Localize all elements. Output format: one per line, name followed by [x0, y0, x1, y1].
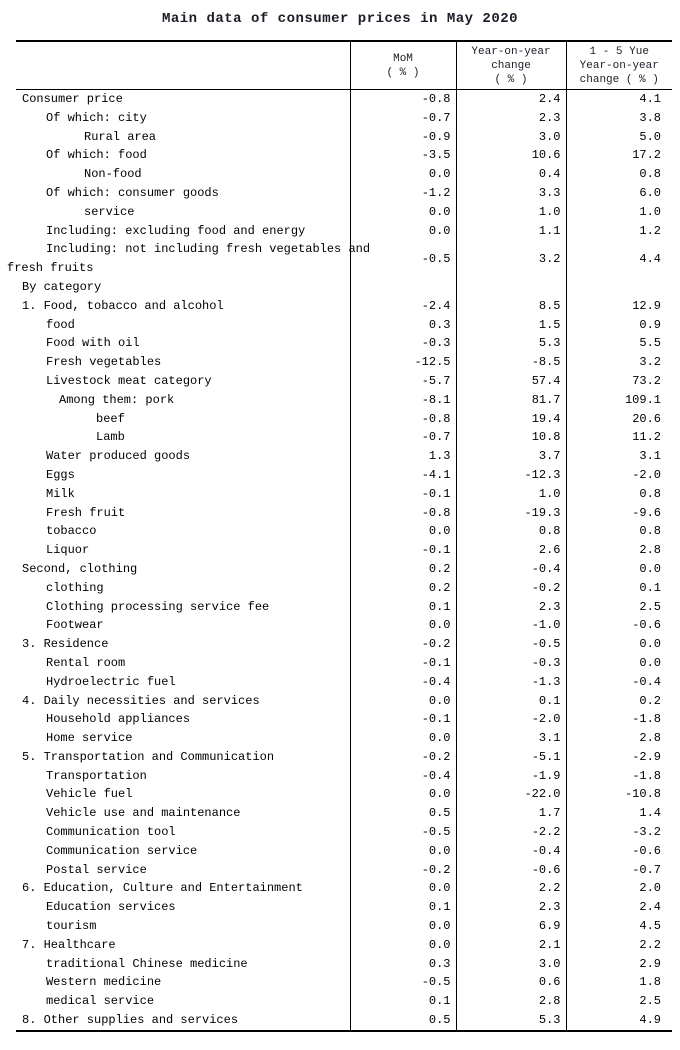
row-label: Among them: pork	[16, 391, 350, 410]
row-label: Clothing processing service fee	[16, 598, 350, 617]
yoy-value: 3.3	[456, 184, 566, 203]
mom-value: 0.2	[350, 579, 456, 598]
yoy-value: 0.6	[456, 973, 566, 992]
mom-value: -0.8	[350, 410, 456, 429]
row-label: Communication service	[16, 842, 350, 861]
yoy-value: 57.4	[456, 372, 566, 391]
row-label: Household appliances	[16, 710, 350, 729]
yoy-value: 2.3	[456, 109, 566, 128]
row-label: Food with oil	[16, 334, 350, 353]
ytd-value: 17.2	[632, 148, 661, 163]
mom-value: -0.8	[350, 504, 456, 523]
yoy-value: 0.1	[456, 692, 566, 711]
table-row	[16, 428, 672, 447]
row-label: Of which: consumer goods	[16, 184, 350, 203]
yoy-value: 2.8	[456, 992, 566, 1011]
table-row	[16, 917, 672, 936]
mom-value: 0.5	[350, 804, 456, 823]
yoy-value: 8.5	[456, 297, 566, 316]
header-indicator-cell	[16, 41, 350, 90]
table-row	[16, 598, 672, 617]
yoy-value: 2.2	[456, 879, 566, 898]
row-label: 1. Food, tobacco and alcohol	[16, 297, 350, 316]
ytd-value: 3.8	[639, 110, 661, 125]
ytd-value: 2.2	[639, 937, 661, 952]
mom-value: -0.4	[350, 673, 456, 692]
yoy-value: 1.5	[456, 316, 566, 335]
table-row	[16, 203, 672, 222]
mom-value: -2.4	[350, 297, 456, 316]
ytd-value: 11.2	[632, 430, 661, 445]
ytd-value: -0.4	[632, 674, 661, 689]
ytd-value: 0.0	[639, 655, 661, 670]
ytd-value: 2.0	[639, 881, 661, 896]
yoy-value: 1.1	[456, 222, 566, 241]
ytd-value: 4.4	[639, 251, 661, 266]
yoy-value: -12.3	[456, 466, 566, 485]
ytd-value: 3.2	[639, 355, 661, 370]
table-row	[16, 109, 672, 128]
ytd-value: 0.0	[639, 637, 661, 652]
row-label: 4. Daily necessities and services	[16, 692, 350, 711]
row-label: Fresh vegetables	[16, 353, 350, 372]
mom-value: 0.1	[350, 898, 456, 917]
mom-value: 0.0	[350, 917, 456, 936]
mom-value: -0.2	[350, 635, 456, 654]
header-row	[16, 41, 672, 90]
ytd-value: 73.2	[632, 373, 661, 388]
row-label: 3. Residence	[16, 635, 350, 654]
table-row	[16, 334, 672, 353]
table-row	[16, 278, 672, 297]
table-row	[16, 1011, 672, 1031]
ytd-value: 2.8	[639, 731, 661, 746]
row-label: Lamb	[16, 428, 350, 447]
yoy-value: 10.6	[456, 146, 566, 165]
yoy-value: -0.2	[456, 579, 566, 598]
mom-value: 0.0	[350, 522, 456, 541]
row-label: Home service	[16, 729, 350, 748]
table-row	[16, 90, 672, 109]
row-label: Consumer price	[16, 90, 350, 109]
table-row	[16, 955, 672, 974]
ytd-value: 0.8	[639, 524, 661, 539]
ytd-value: -10.8	[624, 787, 661, 802]
ytd-value: -2.9	[632, 749, 661, 764]
ytd-value: 1.4	[639, 806, 661, 821]
row-label: medical service	[16, 992, 350, 1011]
table-row	[16, 879, 672, 898]
ytd-value: 4.5	[639, 919, 661, 934]
ytd-value: 4.9	[639, 1013, 661, 1028]
row-label: Of which: food	[16, 146, 350, 165]
consumer-prices-table	[7, 40, 672, 1032]
ytd-value: 6.0	[639, 185, 661, 200]
table-row	[16, 372, 672, 391]
row-label: Transportation	[16, 767, 350, 786]
yoy-value: 0.4	[456, 165, 566, 184]
row-label: tourism	[16, 917, 350, 936]
row-label: Education services	[16, 898, 350, 917]
ytd-value: 2.9	[639, 956, 661, 971]
table-row	[16, 823, 672, 842]
ytd-value: 0.2	[639, 693, 661, 708]
mom-value: 0.0	[350, 785, 456, 804]
mom-value	[350, 278, 456, 297]
yoy-value: -1.9	[456, 767, 566, 786]
ytd-value: -2.0	[632, 467, 661, 482]
mom-value: -0.1	[350, 654, 456, 673]
mom-value: -0.3	[350, 334, 456, 353]
ytd-value: 2.5	[639, 994, 661, 1009]
yoy-value: 6.9	[456, 917, 566, 936]
ytd-value: 20.6	[632, 411, 661, 426]
table-row	[16, 748, 672, 767]
header-yoy-line: ( % )	[494, 73, 528, 86]
row-label: Livestock meat category	[16, 372, 350, 391]
table-row	[16, 804, 672, 823]
table-row	[16, 504, 672, 523]
mom-value: -4.1	[350, 466, 456, 485]
table-row	[16, 635, 672, 654]
ytd-value: 0.8	[639, 486, 661, 501]
table-row	[16, 146, 672, 165]
consumer-prices-page	[0, 11, 680, 1050]
row-label: 7. Healthcare	[16, 936, 350, 955]
mom-value: -0.1	[350, 485, 456, 504]
row-label: tobacco	[16, 522, 350, 541]
yoy-value: 2.4	[456, 90, 566, 109]
row-label: 6. Education, Culture and Entertainment	[16, 879, 350, 898]
mom-value: 0.0	[350, 842, 456, 861]
mom-value: -0.8	[350, 90, 456, 109]
row-label: food	[16, 316, 350, 335]
ytd-value: 1.0	[639, 204, 661, 219]
yoy-value: -0.6	[456, 861, 566, 880]
yoy-value: 0.8	[456, 522, 566, 541]
table-row	[16, 297, 672, 316]
mom-value: 0.0	[350, 936, 456, 955]
yoy-value: -2.2	[456, 823, 566, 842]
row-label: Non-food	[16, 165, 350, 184]
ytd-value: 5.5	[639, 336, 661, 351]
row-label: Including: excluding food and energy	[16, 222, 350, 241]
yoy-value: 1.7	[456, 804, 566, 823]
yoy-value: 3.0	[456, 128, 566, 147]
mom-value: -5.7	[350, 372, 456, 391]
row-label: Milk	[16, 485, 350, 504]
row-label: By category	[16, 278, 350, 297]
row-label: 5. Transportation and Communication	[16, 748, 350, 767]
header-ytd-cell	[566, 41, 672, 90]
ytd-value: 0.9	[639, 317, 661, 332]
table-row	[16, 560, 672, 579]
yoy-value: 2.3	[456, 598, 566, 617]
mom-value: -0.7	[350, 428, 456, 447]
table-row	[16, 767, 672, 786]
yoy-value: 3.0	[456, 955, 566, 974]
yoy-value: 2.1	[456, 936, 566, 955]
yoy-value: -0.5	[456, 635, 566, 654]
yoy-value: 2.3	[456, 898, 566, 917]
ytd-value: 0.1	[639, 580, 661, 595]
mom-value: -12.5	[350, 353, 456, 372]
table-row	[16, 410, 672, 429]
table-row	[16, 936, 672, 955]
row-label: service	[16, 203, 350, 222]
row-label: Water produced goods	[16, 447, 350, 466]
table-row	[16, 541, 672, 560]
yoy-value: -8.5	[456, 353, 566, 372]
header-ytd-line: Year-on-year	[579, 59, 659, 72]
header-ytd-line: change ( % )	[579, 73, 659, 86]
table-row	[16, 616, 672, 635]
yoy-value: 3.2	[456, 240, 566, 278]
ytd-value: -0.6	[632, 618, 661, 633]
mom-value: -0.7	[350, 109, 456, 128]
mom-value: -0.1	[350, 710, 456, 729]
header-yoy-cell	[456, 41, 566, 90]
table-row	[16, 579, 672, 598]
ytd-value: 1.2	[639, 223, 661, 238]
mom-value: -3.5	[350, 146, 456, 165]
page-title: Main data of consumer prices in May 2020	[161, 11, 519, 27]
table-row	[16, 184, 672, 203]
table-row	[16, 240, 672, 278]
ytd-value: 2.5	[639, 599, 661, 614]
mom-value: -1.2	[350, 184, 456, 203]
row-label: Fresh fruit	[16, 504, 350, 523]
row-label: traditional Chinese medicine	[16, 955, 350, 974]
yoy-value: 1.0	[456, 203, 566, 222]
mom-value: -8.1	[350, 391, 456, 410]
yoy-value: 10.8	[456, 428, 566, 447]
table-row	[16, 692, 672, 711]
table-row	[16, 992, 672, 1011]
table-row	[16, 447, 672, 466]
row-label: Second, clothing	[16, 560, 350, 579]
mom-value: 0.5	[350, 1011, 456, 1031]
yoy-value: -5.1	[456, 748, 566, 767]
yoy-value: -0.3	[456, 654, 566, 673]
table-row	[16, 128, 672, 147]
yoy-value: 19.4	[456, 410, 566, 429]
table-row	[16, 165, 672, 184]
row-label: Communication tool	[16, 823, 350, 842]
row-label: Hydroelectric fuel	[16, 673, 350, 692]
mom-value: 0.0	[350, 203, 456, 222]
table-row	[16, 973, 672, 992]
table-row	[16, 485, 672, 504]
table-row	[16, 353, 672, 372]
yoy-value	[456, 278, 566, 297]
header-mom-cell	[350, 41, 456, 90]
header-yoy-line: Year-on-year	[471, 45, 551, 58]
mom-value: -0.4	[350, 767, 456, 786]
header-yoy-line: change	[491, 59, 531, 72]
ytd-value: -9.6	[632, 505, 661, 520]
yoy-value: -22.0	[456, 785, 566, 804]
ytd-value: 2.4	[639, 900, 661, 915]
row-label: Eggs	[16, 466, 350, 485]
table-row	[16, 222, 672, 241]
mom-value: 0.0	[350, 729, 456, 748]
row-label	[7, 240, 371, 278]
yoy-value: -19.3	[456, 504, 566, 523]
ytd-value: -1.8	[632, 768, 661, 783]
table-row	[16, 898, 672, 917]
row-label: Liquor	[16, 541, 350, 560]
row-label: Rental room	[16, 654, 350, 673]
yoy-value: 5.3	[456, 334, 566, 353]
ytd-value	[566, 278, 672, 297]
table-row	[16, 861, 672, 880]
ytd-value: -3.2	[632, 825, 661, 840]
yoy-value: -1.3	[456, 673, 566, 692]
row-label: Vehicle fuel	[16, 785, 350, 804]
ytd-value: 3.1	[639, 449, 661, 464]
header-mom-line: ( % )	[386, 66, 420, 79]
mom-value: -0.2	[350, 748, 456, 767]
mom-value: 0.3	[350, 316, 456, 335]
row-label: Western medicine	[16, 973, 350, 992]
yoy-value: 3.1	[456, 729, 566, 748]
yoy-value: 1.0	[456, 485, 566, 504]
mom-value: 1.3	[350, 447, 456, 466]
row-label: Footwear	[16, 616, 350, 635]
row-label: Vehicle use and maintenance	[16, 804, 350, 823]
table-row	[16, 785, 672, 804]
header-mom-line: MoM	[393, 52, 413, 65]
ytd-value: 2.8	[639, 543, 661, 558]
mom-value: 0.1	[350, 598, 456, 617]
yoy-value: 2.6	[456, 541, 566, 560]
mom-value: -0.2	[350, 861, 456, 880]
ytd-value: 12.9	[632, 298, 661, 313]
mom-value: 0.0	[350, 879, 456, 898]
row-label-line: fresh fruits	[7, 261, 94, 276]
yoy-value: 3.7	[456, 447, 566, 466]
table-row	[16, 673, 672, 692]
ytd-value: 5.0	[639, 129, 661, 144]
mom-value: 0.0	[350, 616, 456, 635]
ytd-value: -0.7	[632, 862, 661, 877]
yoy-value: -1.0	[456, 616, 566, 635]
row-label: Rural area	[16, 128, 350, 147]
mom-value: -0.5	[350, 240, 456, 278]
header-ytd-line: 1 - 5 Yue	[589, 45, 649, 58]
table-row	[16, 316, 672, 335]
row-label: beef	[16, 410, 350, 429]
mom-value: -0.9	[350, 128, 456, 147]
table-row	[16, 522, 672, 541]
table-row	[16, 391, 672, 410]
row-label: Postal service	[16, 861, 350, 880]
mom-value: -0.5	[350, 823, 456, 842]
ytd-value: 1.8	[639, 975, 661, 990]
ytd-value: 0.0	[639, 561, 661, 576]
table-row	[16, 710, 672, 729]
row-label-line: Including: not including fresh vegetables and	[46, 242, 371, 257]
yoy-value: 81.7	[456, 391, 566, 410]
row-label: 8. Other supplies and services	[16, 1011, 350, 1031]
table-row	[16, 654, 672, 673]
ytd-value: 109.1	[624, 392, 661, 407]
table-row	[16, 466, 672, 485]
ytd-value: 4.1	[639, 92, 661, 106]
mom-value: 0.0	[350, 692, 456, 711]
row-label: Of which: city	[16, 109, 350, 128]
table-row	[16, 842, 672, 861]
mom-value: 0.0	[350, 165, 456, 184]
mom-value: -0.1	[350, 541, 456, 560]
ytd-value: 0.8	[639, 167, 661, 182]
mom-value: 0.1	[350, 992, 456, 1011]
table-row	[16, 729, 672, 748]
mom-value: 0.0	[350, 222, 456, 241]
ytd-value: -0.6	[632, 843, 661, 858]
row-label: clothing	[16, 579, 350, 598]
ytd-value: -1.8	[632, 712, 661, 727]
yoy-value: 5.3	[456, 1011, 566, 1031]
yoy-value: -2.0	[456, 710, 566, 729]
mom-value: 0.3	[350, 955, 456, 974]
yoy-value: -0.4	[456, 560, 566, 579]
mom-value: -0.5	[350, 973, 456, 992]
mom-value: 0.2	[350, 560, 456, 579]
yoy-value: -0.4	[456, 842, 566, 861]
